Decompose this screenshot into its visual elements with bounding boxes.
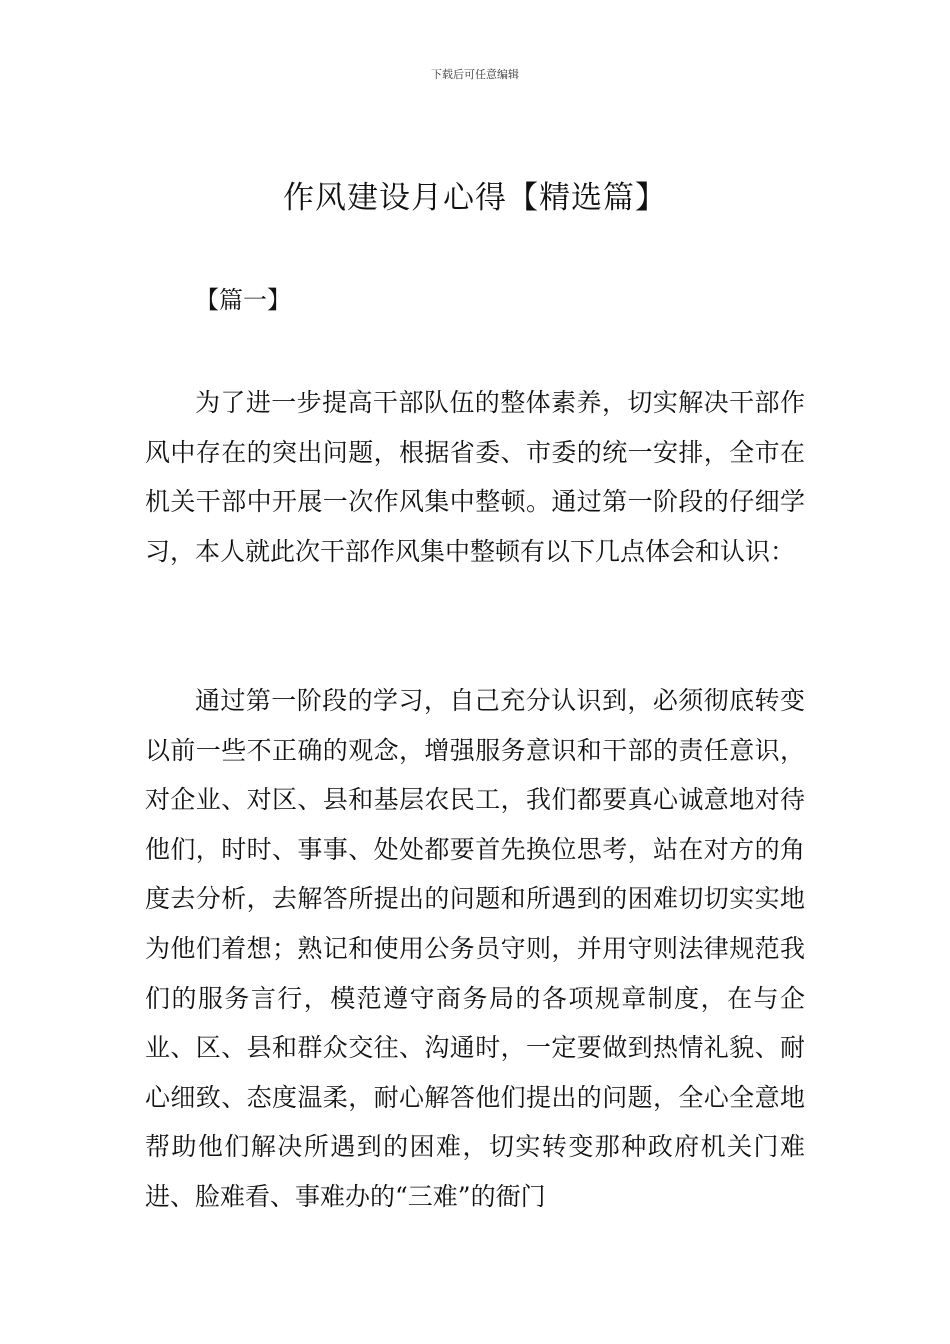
body-paragraph-2: 通过第一阶段的学习，自己充分认识到，必须彻底转变以前一些不正确的观念，增强服务意识和干部的责任意识，对企业、对区、县和基层农民工，我们都要真心诚意地对待他们，时时、事事、处处都要首先换位思考，站在对方的角度去分析，去解答所提出的问题和所遇到的困难切切实实地为他们着想；熟记和使用公务员守则，并用守则法律规范我们的服务言行，模范遵守商务局的各项规章制度，在与企业、区、县和群众交往、沟通时，一定要做到热情礼貌、耐心细致、态度温柔，耐心解答他们提出的问题，全心全意地帮助他们解决所遇到的困难，切实转变那种政府机关门难进、脸难看、事难办的“三难”的衙门 [145, 686, 805, 1211]
header-note: 下载后可任意编辑 [431, 68, 519, 81]
body-paragraph-1: 为了进一步提高干部队伍的整体素养，切实解决干部作风中存在的突出问题，根据省委、市委的统一安排，全市在机关干部中开展一次作风集中整顿。通过第一阶段的仔细学习，本人就此次干部作风集中整顿有以下几点体会和认识： [145, 388, 805, 566]
document-title: 作风建设月心得【精选篇】 [283, 180, 667, 216]
section-heading: 【篇一】 [195, 286, 291, 314]
